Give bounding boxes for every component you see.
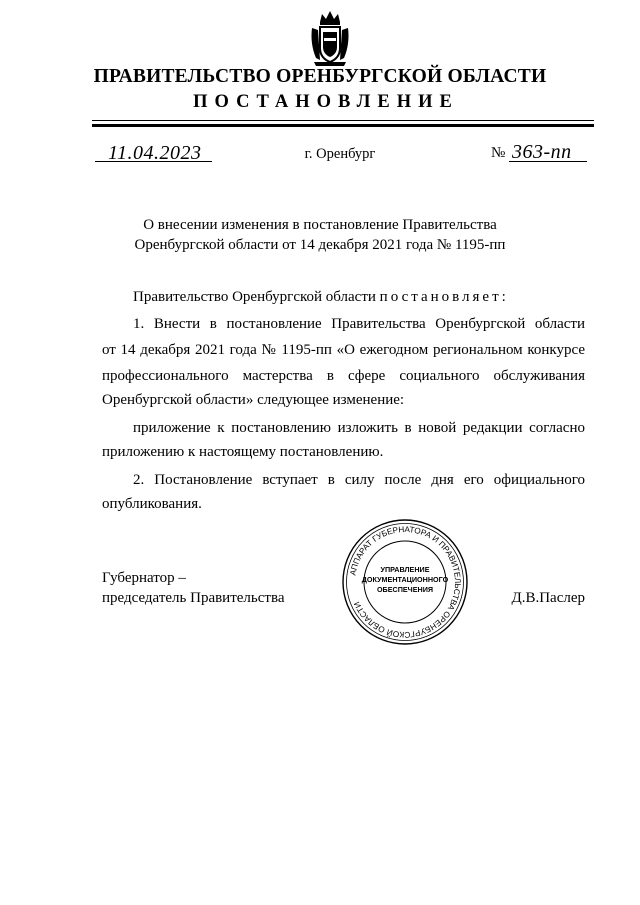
date-underline <box>95 161 212 162</box>
preamble-text: Правительство Оренбургской области <box>133 289 380 305</box>
coat-of-arms-emblem <box>306 8 354 68</box>
paragraph-line: от 14 декабря 2021 года № 1195-пп «О ежегодном региональном конкурсе <box>102 342 585 358</box>
signatory-title: председатель Правительства <box>102 590 285 606</box>
signatory-title: Губернатор – <box>102 570 186 586</box>
paragraph-line: 1. Внести в постановление Правительства Оренбургской области <box>133 316 585 332</box>
subject-line: О внесении изменения в постановление Правительства <box>143 217 497 233</box>
signatory-name: Д.В.Паслер <box>511 590 585 606</box>
header-divider-thick <box>92 124 594 127</box>
paragraph-line: 2. Постановление вступает в силу после дня его официального <box>133 472 585 488</box>
paragraph-line: профессионального мастерства в сфере социального обслуживания <box>102 368 585 384</box>
document-city: г. Оренбург <box>304 146 376 162</box>
organization-title: ПРАВИТЕЛЬСТВО ОРЕНБУРГСКОЙ ОБЛАСТИ <box>93 66 547 87</box>
stamp-center-text: ДОКУМЕНТАЦИОННОГО <box>361 575 449 584</box>
subject-line: Оренбургской области от 14 декабря 2021 года № 1195-пп <box>134 237 506 253</box>
document-number: 363-пп <box>512 141 572 163</box>
document-type-heading: ПОСТАНОВЛЕНИЕ <box>193 92 459 112</box>
stamp-center-text: УПРАВЛЕНИЕ <box>380 565 430 574</box>
preamble-verb: постановляет: <box>379 289 509 305</box>
paragraph-line: опубликования. <box>102 496 202 512</box>
stamp-center-text: ОБЕСПЕЧЕНИЯ <box>376 585 434 594</box>
preamble <box>133 287 585 307</box>
header-divider-thin <box>92 120 594 121</box>
paragraph-line: Оренбургской области» следующее изменение: <box>102 392 405 408</box>
official-stamp <box>340 517 470 647</box>
document-date: 11.04.2023 <box>108 142 202 164</box>
paragraph-line: приложение к постановлению изложить в новой редакции согласно <box>133 420 585 436</box>
number-underline <box>509 161 587 162</box>
stamp-ring-text: АППАРАТ ГУБЕРНАТОРА И ПРАВИТЕЛЬСТВА ОРЕНБУРГСКОЙ ОБЛАСТИ <box>348 524 463 640</box>
document-number-label: № <box>491 145 506 161</box>
paragraph-line: приложению к настоящему постановлению. <box>102 444 384 460</box>
